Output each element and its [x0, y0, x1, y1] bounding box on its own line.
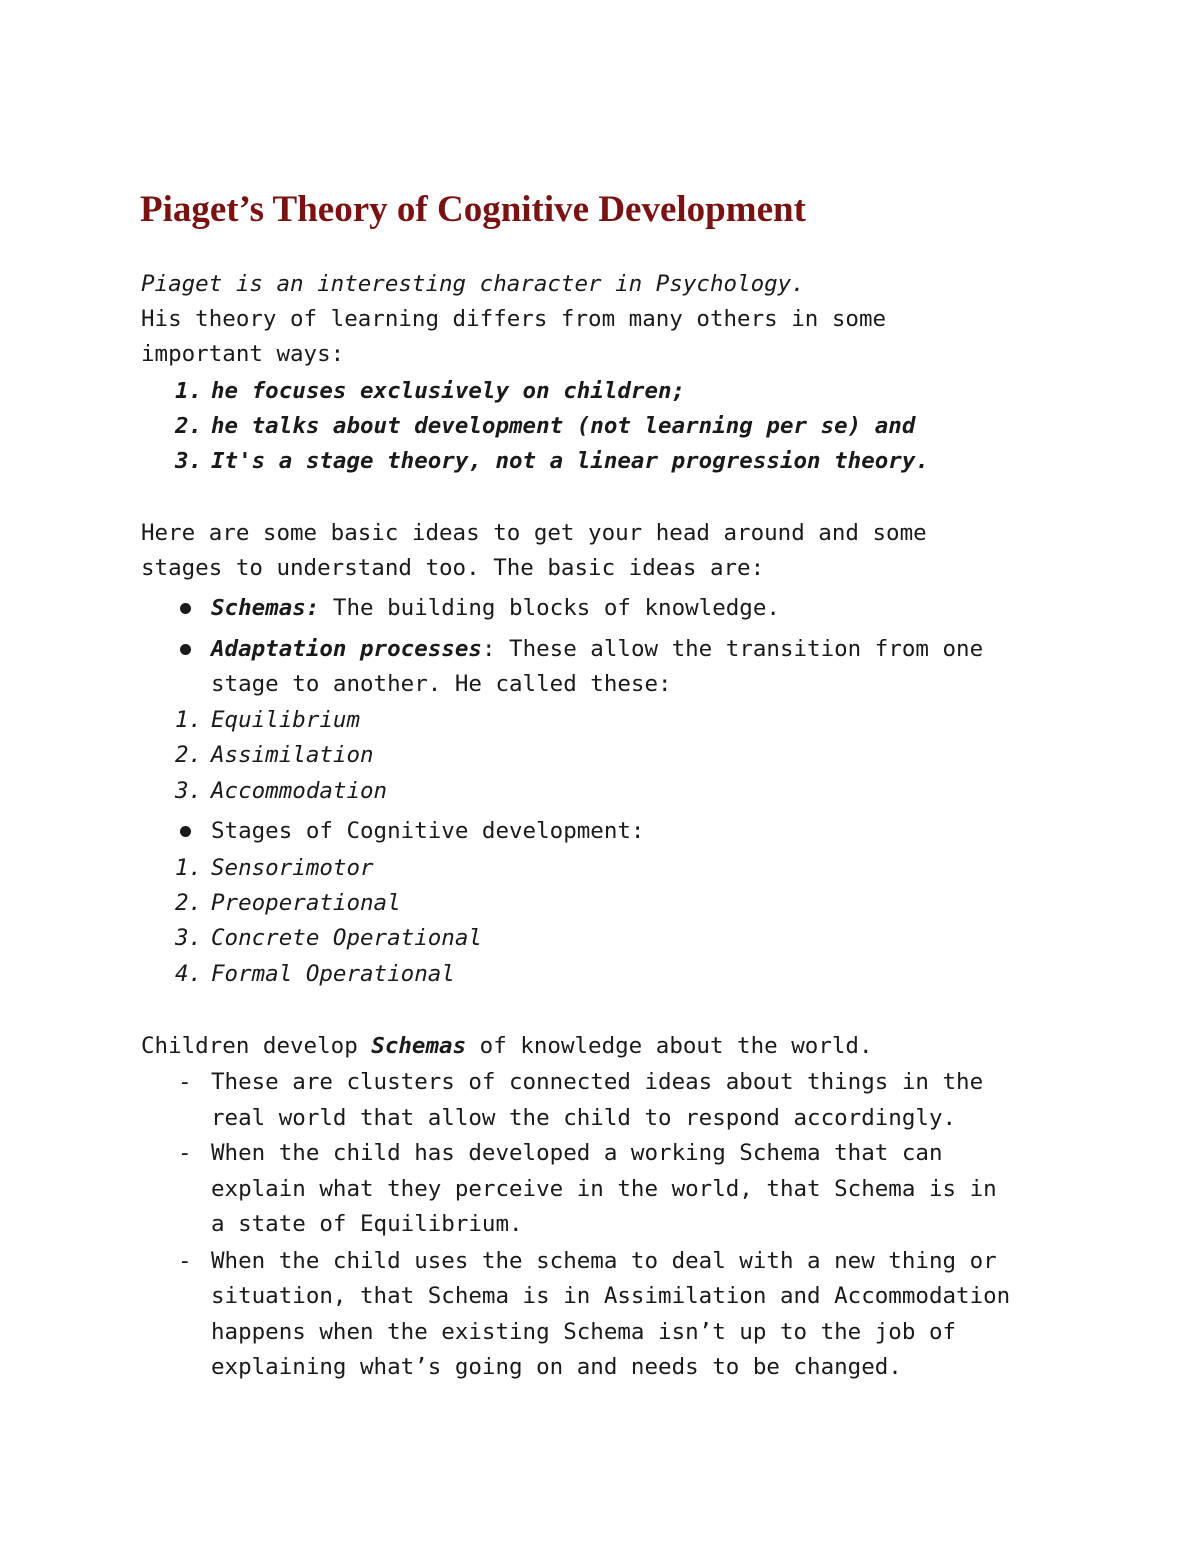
children-pre: Children develop	[141, 1033, 372, 1059]
document-title: Piaget’s Theory of Cognitive Development	[140, 189, 806, 230]
bullet-stages: Stages of Cognitive development:	[211, 818, 645, 844]
stage-item-4: Formal Operational	[211, 961, 455, 987]
ways-item-2: he talks about development (not learning per se) and	[211, 413, 916, 439]
ways-item-1: he focuses exclusively on children;	[211, 378, 686, 404]
intro-line-2: His theory of learning differs from many others in some	[141, 306, 887, 332]
dash-item-2-line-1: When the child has developed a working Schema that can	[211, 1140, 943, 1166]
dash-item-2-line-2: explain what they perceive in the world, that Schema is in	[211, 1176, 997, 1202]
bullet-adaptation	[211, 632, 983, 667]
bullet-icon	[180, 826, 191, 837]
dash-item-3-line-2: situation, that Schema is in Assimilation and Accommodation	[211, 1283, 1011, 1309]
adaptation-item-1: Equilibrium	[211, 707, 361, 733]
adaptation-number-2: 2.	[175, 742, 203, 768]
schemas-term: Schemas:	[211, 595, 320, 621]
bullet-schemas	[211, 591, 780, 626]
stage-item-3: Concrete Operational	[211, 925, 482, 951]
children-paragraph	[141, 1029, 873, 1064]
dash-item-3-line-1: When the child uses the schema to deal with a new thing or	[211, 1248, 997, 1274]
children-post: of knowledge about the world.	[466, 1033, 873, 1059]
basics-line-2: stages to understand too. The basic ideas are:	[141, 555, 765, 581]
adaptation-item-2: Assimilation	[211, 742, 374, 768]
ways-number-2: 2.	[175, 413, 203, 439]
adaptation-desc: : These allow the transition from one	[481, 636, 984, 662]
dash-marker: -	[178, 1140, 192, 1166]
intro-line-1: Piaget is an interesting character in Psychology.	[141, 271, 805, 297]
dash-marker: -	[178, 1248, 192, 1274]
stage-number-2: 2.	[175, 890, 203, 916]
schemas-desc: The building blocks of knowledge.	[319, 595, 780, 621]
adaptation-item-3: Accommodation	[211, 778, 388, 804]
stage-number-1: 1.	[175, 855, 203, 881]
dash-item-3-line-3: happens when the existing Schema isn’t up to the job of	[211, 1319, 957, 1345]
ways-number-3: 3.	[175, 448, 203, 474]
dash-item-1-line-2: real world that allow the child to respond accordingly.	[211, 1105, 957, 1131]
dash-item-2-line-3: a state of Equilibrium.	[211, 1211, 523, 1237]
basics-line-1: Here are some basic ideas to get your head around and some	[141, 520, 927, 546]
dash-item-3-line-4: explaining what’s going on and needs to be changed.	[211, 1354, 902, 1380]
intro-line-3: important ways:	[141, 341, 345, 367]
stage-number-4: 4.	[175, 961, 203, 987]
stage-item-2: Preoperational	[211, 890, 401, 916]
ways-item-3: It's a stage theory, not a linear progression theory.	[211, 448, 929, 474]
dash-marker: -	[178, 1069, 192, 1095]
adaptation-desc-continued: stage to another. He called these:	[211, 671, 672, 697]
adaptation-number-3: 3.	[175, 778, 203, 804]
stage-number-3: 3.	[175, 925, 203, 951]
ways-number-1: 1.	[175, 378, 203, 404]
bullet-icon	[180, 644, 191, 655]
bullet-icon	[180, 603, 191, 614]
dash-item-1-line-1: These are clusters of connected ideas about things in the	[211, 1069, 984, 1095]
adaptation-number-1: 1.	[175, 707, 203, 733]
adaptation-term: Adaptation processes	[211, 636, 482, 662]
children-term: Schemas	[371, 1033, 467, 1059]
stage-item-1: Sensorimotor	[211, 855, 374, 881]
